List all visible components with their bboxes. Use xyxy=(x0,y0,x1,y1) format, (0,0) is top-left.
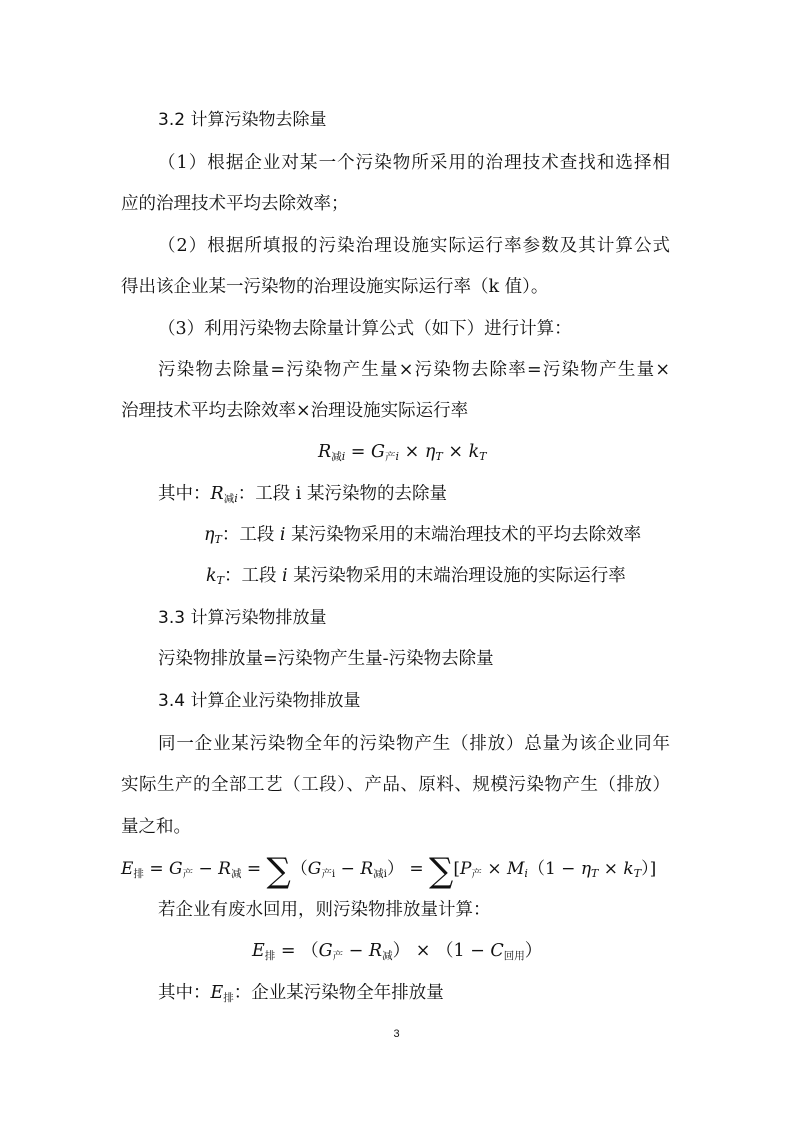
paragraph-4-line-1: 污染物去除量=污染物产生量×污染物去除率=污染物产生量× xyxy=(158,360,670,380)
paragraph-2-line-2: 得出该企业某一污染物的治理设施实际运行率（k 值）。 xyxy=(121,277,549,297)
symbol-e: E xyxy=(210,983,224,1003)
definition-text: 某污染物采用的末端治理技术的平均去除效率 xyxy=(291,525,642,545)
symbol-e: E xyxy=(121,859,134,879)
definition-text: ：工段 i 某污染物的去除量 xyxy=(237,484,447,504)
eq-sign: = xyxy=(409,859,424,879)
sub-i: i xyxy=(395,450,400,463)
sub-huiyong: 回用 xyxy=(503,950,525,962)
symbol-k: k xyxy=(623,859,634,879)
symbol-r: R xyxy=(210,484,224,504)
symbol-e: E xyxy=(252,941,265,961)
symbol-k: k xyxy=(206,566,217,586)
where-label: 其中： xyxy=(158,484,211,504)
sub-jian: 减 xyxy=(230,868,242,880)
section-3-2-title: 3.2 计算污染物去除量 xyxy=(158,110,327,130)
symbol-r: R xyxy=(368,941,383,961)
paragraph-5: 污染物排放量=污染物产生量-污染物去除量 xyxy=(158,649,494,669)
symbol-eta: η xyxy=(580,859,592,879)
times-sign: × xyxy=(487,859,502,879)
times-sign: × xyxy=(603,859,619,879)
symbol-k: k xyxy=(468,442,480,462)
symbol-m: M xyxy=(506,859,525,879)
formula-emission xyxy=(121,851,657,891)
symbol-r: R xyxy=(318,442,332,462)
formula-removal xyxy=(318,440,487,469)
definition-text: ：工段 xyxy=(221,525,275,545)
paragraph-1-line-1: （1）根据企业对某一个污染物所采用的治理技术查找和选择相 xyxy=(158,153,670,173)
sub-t: T xyxy=(214,533,222,546)
sub-i: i xyxy=(331,868,336,880)
sub-jian: 减 xyxy=(331,451,342,463)
definition-r xyxy=(158,482,447,511)
symbol-p: P xyxy=(459,859,472,879)
times-sign: × xyxy=(448,442,463,462)
paragraph-4-line-2: 治理技术平均去除效率×治理设施实际运行率 xyxy=(121,401,469,421)
symbol-g: G xyxy=(318,941,333,961)
sub-pai: 排 xyxy=(223,992,234,1004)
sub-chan: 产 xyxy=(471,868,482,880)
symbol-i: i xyxy=(282,566,288,586)
left-paren: （ xyxy=(435,941,454,961)
paragraph-6-line-1: 同一企业某污染物全年的污染物产生（排放）总量为该企业同年 xyxy=(158,734,670,754)
page-number: 3 xyxy=(393,1028,400,1040)
sub-i: i xyxy=(234,492,238,505)
minus-sign: − xyxy=(470,941,485,961)
definition-eta xyxy=(204,523,641,552)
minus-sign: − xyxy=(198,859,213,879)
formula-reuse xyxy=(252,939,542,968)
symbol-r: R xyxy=(218,859,231,879)
sub-t: T xyxy=(435,450,443,463)
right-paren: ） xyxy=(392,941,411,961)
definition-text: ：企业某污染物全年排放量 xyxy=(233,983,444,1003)
minus-sign: − xyxy=(348,941,364,961)
minus-sign: − xyxy=(561,859,576,879)
symbol-eta: η xyxy=(204,525,215,545)
left-paren: （ xyxy=(301,941,319,961)
sub-chan: 产 xyxy=(321,868,332,880)
definition-text: ：工段 xyxy=(223,566,277,586)
section-3-4-title: 3.4 计算企业污染物排放量 xyxy=(158,691,361,711)
sum-symbol: ∑ xyxy=(429,851,454,891)
sub-i: i xyxy=(341,450,346,463)
times-sign: × xyxy=(404,442,420,462)
eq-sign: = xyxy=(246,859,262,879)
definition-e xyxy=(158,981,444,1010)
eq-sign: = xyxy=(280,941,296,961)
symbol-c: C xyxy=(490,941,504,961)
symbol-eta: η xyxy=(424,442,436,462)
section-3-3-title: 3.3 计算污染物排放量 xyxy=(158,608,327,628)
symbol-g: G xyxy=(168,859,183,879)
sub-chan: 产 xyxy=(332,950,344,962)
right-paren: ） xyxy=(386,859,404,879)
definition-text: 某污染物采用的末端治理设施的实际运行率 xyxy=(293,566,626,586)
symbol-r: R xyxy=(360,859,374,879)
right-bracket: ] xyxy=(649,859,657,879)
definition-k xyxy=(206,564,626,593)
paragraph-6-line-2: 实际生产的全部工艺（工段）、产品、原料、规模污染物产生（排放） xyxy=(121,775,670,795)
paragraph-7: 若企业有废水回用，则污染物排放量计算： xyxy=(158,900,491,920)
sub-i: i xyxy=(383,868,387,880)
paragraph-6-line-3: 量之和。 xyxy=(121,817,191,837)
right-paren: ） xyxy=(524,941,543,961)
eq-sign: = xyxy=(149,859,164,879)
paragraph-3: （3）利用污染物去除量计算公式（如下）进行计算： xyxy=(158,319,572,339)
sub-jian: 减 xyxy=(382,950,393,962)
one: 1 xyxy=(453,941,465,961)
symbol-i: i xyxy=(279,525,286,545)
left-paren: （ xyxy=(290,859,308,879)
minus-sign: − xyxy=(340,859,355,879)
symbol-g: G xyxy=(307,859,322,879)
left-bracket: [ xyxy=(453,859,460,879)
one: 1 xyxy=(544,859,556,879)
sub-pai: 排 xyxy=(264,950,276,962)
sub-jian: 减 xyxy=(373,868,384,880)
times-sign: × xyxy=(415,941,431,961)
sub-t: T xyxy=(633,867,642,880)
right-paren: ） xyxy=(641,859,650,879)
where-label: 其中： xyxy=(158,983,211,1003)
sub-chan: 产 xyxy=(182,868,194,880)
left-paren: （ xyxy=(527,859,545,879)
paragraph-1-line-2: 应的治理技术平均去除效率； xyxy=(121,194,349,214)
sum-symbol: ∑ xyxy=(266,851,291,891)
sub-t: T xyxy=(479,450,487,463)
sub-i: i xyxy=(524,867,528,880)
eq-sign: = xyxy=(350,442,366,462)
sub-t: T xyxy=(591,867,599,880)
sub-pai: 排 xyxy=(133,868,144,880)
sub-chan: 产 xyxy=(385,451,396,463)
paragraph-2-line-1: （2）根据所填报的污染治理设施实际运行率参数及其计算公式 xyxy=(158,236,670,256)
sub-t: T xyxy=(216,574,224,587)
symbol-g: G xyxy=(371,442,386,462)
sub-jian: 减 xyxy=(223,493,235,505)
